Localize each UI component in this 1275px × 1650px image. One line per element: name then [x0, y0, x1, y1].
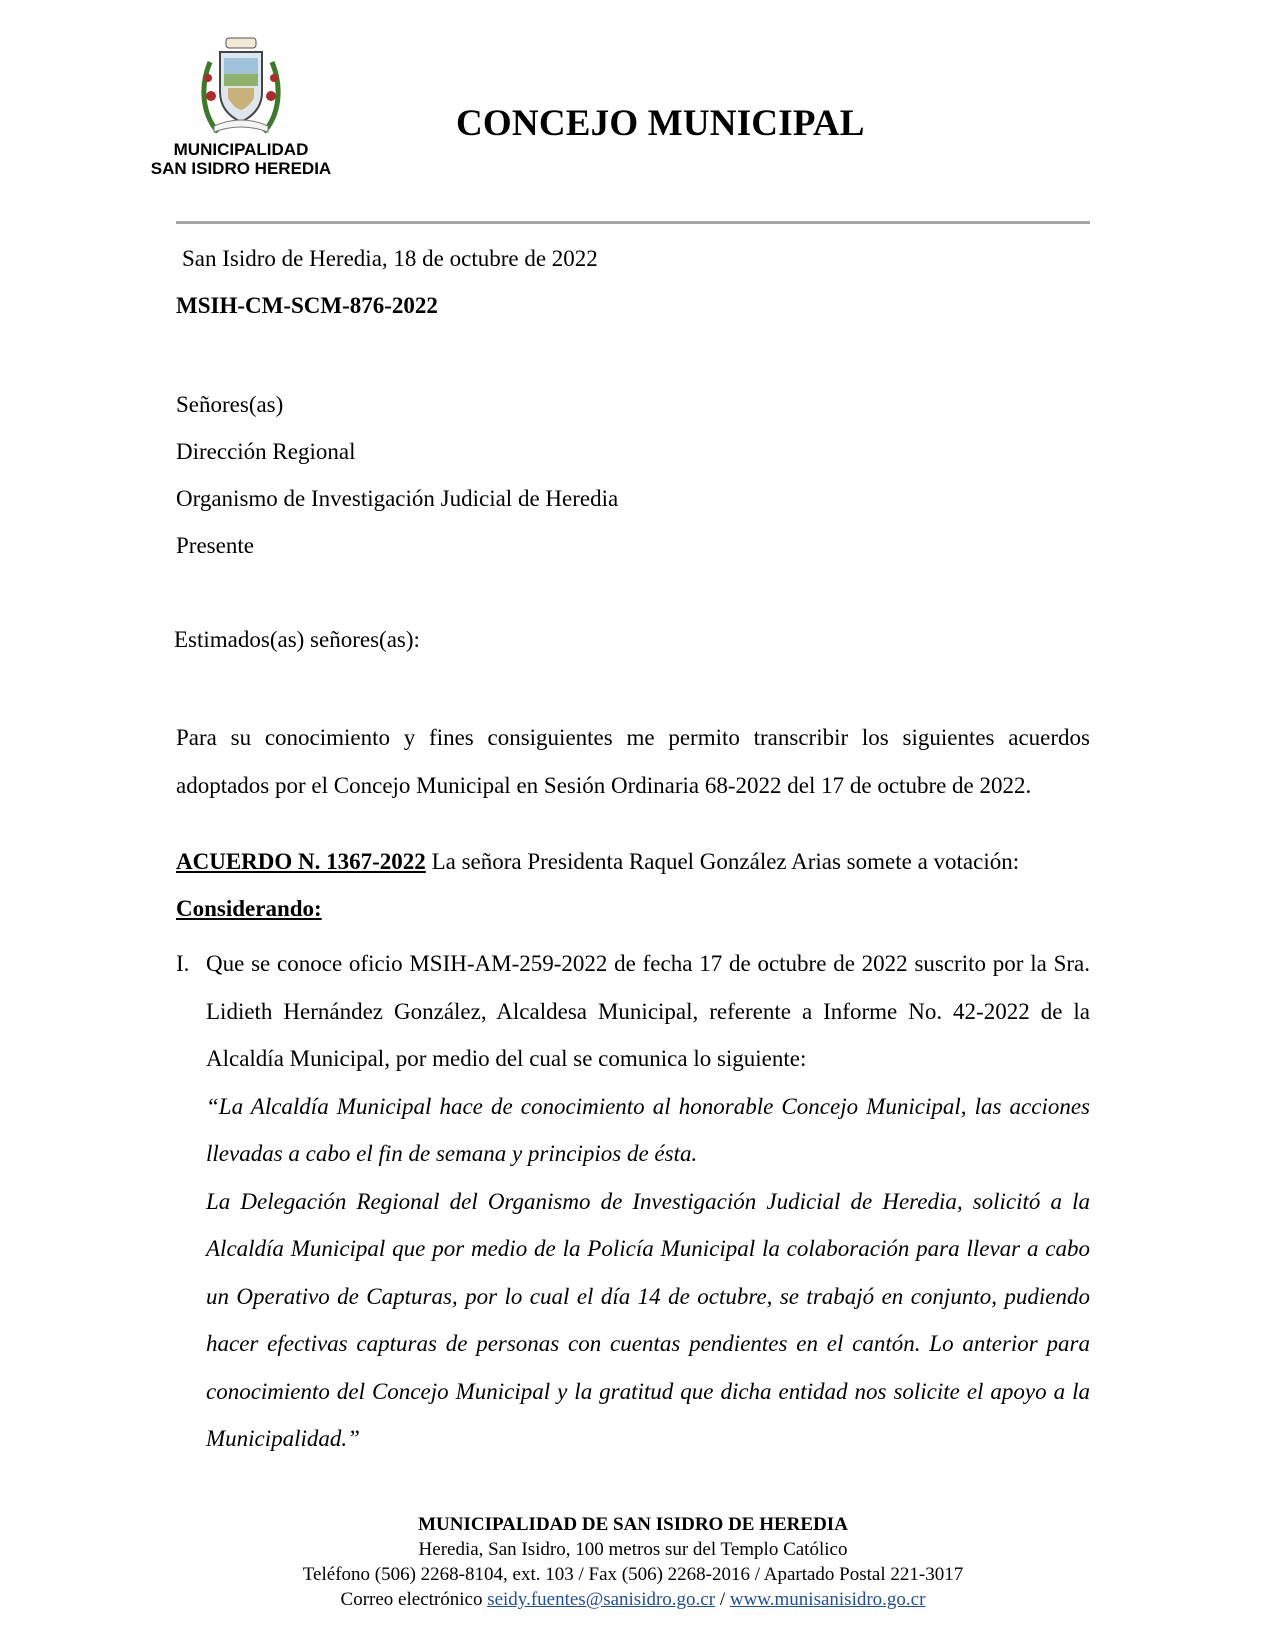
quote-paragraph-1: “La Alcaldía Municipal hace de conocimiento al honorable Concejo Municipal, las acciones llevadas a cabo el fin de semana y principios de ésta. [206, 1093, 1090, 1166]
municipal-seal-icon [198, 36, 284, 136]
page-title: CONCEJO MUNICIPAL [456, 103, 865, 144]
salutation: Estimados(as) señores(as): [174, 627, 420, 652]
intro-paragraph: Para su conocimiento y fines consiguientes me permito transcribir los siguientes acuerdos adoptados por el Concejo Municipal en Sesión Ordinaria 68-2022 del 17 de octubre de 2022. [176, 725, 1090, 798]
municipal-logo [118, 36, 364, 178]
considering-list [176, 940, 1090, 1463]
quote-paragraph-2: La Delegación Regional del Organismo de Investigación Judicial de Heredia, solicitó a la Alcaldía Municipal que por medio de la Policía Municipal la colaboración para llevar a cabo un Operativo de Capturas, por lo cual el día 14 de octubre, se trabajó en conjunto, pudiendo hacer efectivas capturas de personas con cuentas pendientes en el cantón. Lo anterior para conocimiento del Concejo Municipal y la gratitud que dicha entidad nos solicite el apoyo a la Municipalidad.” [206, 1188, 1090, 1451]
logo-line-1: MUNICIPALIDAD [173, 140, 309, 159]
recipient-line: Dirección Regional [176, 439, 356, 464]
footer-phone: Teléfono (506) 2268-8104, ext. 103 / Fax (506) 2268-2016 / Apartado Postal 221-3017 [302, 1564, 964, 1585]
list-item [206, 940, 1090, 1463]
footer-email-label: Correo electrónico [340, 1589, 488, 1610]
page-footer [176, 1512, 1090, 1612]
footer-contact [176, 1587, 1090, 1612]
footer-website-link[interactable]: www.munisanisidro.go.cr [729, 1589, 926, 1610]
letter-date: San Isidro de Heredia, 18 de octubre de 2022 [182, 246, 598, 271]
considering-label: Considerando: [176, 896, 322, 921]
recipient-line: Señores(as) [176, 392, 284, 417]
agreement-text: La señora Presidenta Raquel González Arias somete a votación: [425, 849, 1020, 874]
letter-reference: MSIH-CM-SCM-876-2022 [176, 293, 438, 318]
logo-line-2: SAN ISIDRO HEREDIA [150, 159, 332, 178]
footer-email-link[interactable]: seidy.fuentes@sanisidro.go.cr [487, 1589, 716, 1610]
footer-org: MUNICIPALIDAD DE SAN ISIDRO DE HEREDIA [418, 1514, 848, 1535]
agreement-label: ACUERDO N. 1367-2022 [176, 849, 426, 874]
recipient-line: Organismo de Investigación Judicial de Heredia [176, 486, 619, 511]
considering-line [176, 885, 1090, 933]
footer-separator: / [715, 1589, 730, 1610]
recipient-line: Presente [176, 533, 254, 558]
item-text: Que se conoce oficio MSIH-AM-259-2022 de fecha 17 de octubre de 2022 suscrito por la Sra. Lidieth Hernández González, Alcaldesa Municipal, referente a Informe No. 42-2022 de la Alcaldía Municipal, por medio del cual se comunica lo siguiente: [206, 951, 1090, 1071]
header-divider [176, 221, 1090, 224]
list-marker: I. [176, 951, 190, 976]
footer-address: Heredia, San Isidro, 100 metros sur del Templo Católico [418, 1539, 848, 1560]
agreement-line [176, 838, 1090, 886]
